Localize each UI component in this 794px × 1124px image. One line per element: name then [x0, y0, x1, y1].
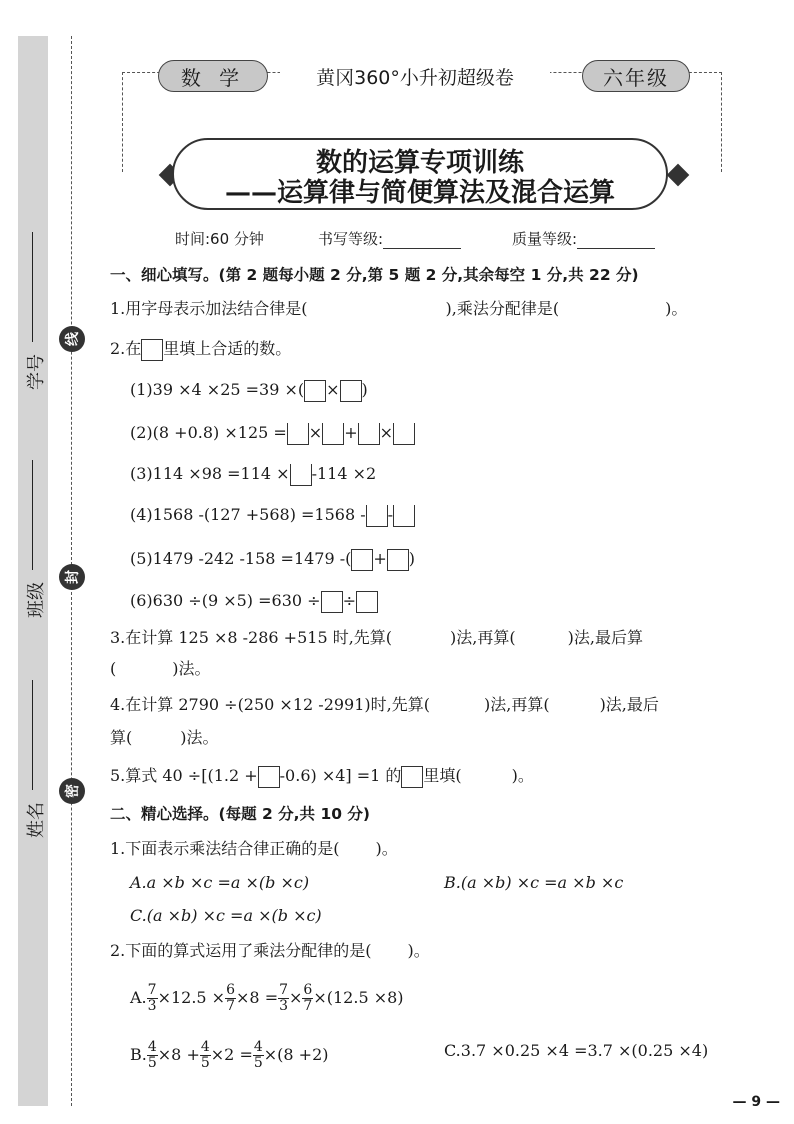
binding-margin: [18, 36, 48, 1106]
answer-box[interactable]: [387, 549, 409, 571]
grade-pill: 六年级: [582, 60, 690, 92]
section2-heading: 二、精心选择。(每题 2 分,共 10 分): [110, 805, 370, 823]
student-id-label: 学号: [26, 354, 47, 390]
fraction: $\frac{6}{7}$: [303, 982, 313, 1014]
seal-feng: 封: [59, 564, 85, 590]
fraction: $\frac{4}{5}$: [200, 1039, 210, 1071]
question-1-2-4: (4)1568 -(127 +568) =1568 - -: [130, 504, 415, 527]
answer-box[interactable]: [356, 591, 378, 613]
choice-2-1-c[interactable]: C.(a ×b) ×c =a ×(b ×c): [130, 906, 322, 925]
question-1-2: 2.在 里填上合适的数。: [110, 338, 291, 361]
fraction: $\frac{7}{3}$: [147, 982, 157, 1014]
answer-box[interactable]: [287, 423, 309, 445]
fraction: $\frac{4}{5}$: [253, 1039, 263, 1071]
fraction: $\frac{4}{5}$: [147, 1039, 157, 1071]
answer-box[interactable]: [401, 766, 423, 788]
choice-2-2-a[interactable]: A. $\frac{7}{3}$ ×12.5 × $\frac{6}{7}$ ×8 = $\frac{7}{3}$ × $\frac{6}{7}$ ×(12.5 ×8): [130, 982, 404, 1014]
answer-box[interactable]: [351, 549, 373, 571]
subject-pill: 数 学: [158, 60, 268, 92]
class-label: 班级: [26, 582, 47, 618]
question-1-3-cont: ( )法。: [110, 659, 211, 678]
title-line-2: ——运算律与简便算法及混合运算: [224, 178, 615, 208]
question-1-5: 5.算式 40 ÷[(1.2 + -0.6) ×4] =1 的 里填( )。: [110, 765, 534, 788]
question-1-2-6: (6)630 ÷(9 ×5) =630 ÷ ÷: [130, 590, 378, 613]
question-2-2: 2.下面的算式运用了乘法分配律的是( )。: [110, 941, 430, 960]
time-limit: 时间:60 分钟: [175, 230, 264, 248]
section1-heading: 一、细心填写。(第 2 题每小题 2 分,第 5 题 2 分,其余每空 1 分,共 22 分): [110, 266, 639, 284]
answer-box[interactable]: [358, 423, 380, 445]
answer-box[interactable]: [322, 423, 344, 445]
seal-xian: 线: [59, 326, 85, 352]
answer-box[interactable]: [393, 423, 415, 445]
choice-2-2-c[interactable]: C.3.7 ×0.25 ×4 =3.7 ×(0.25 ×4): [444, 1041, 709, 1060]
question-1-3: 3.在计算 125 ×8 -286 +515 时,先算( )法,再算( )法,最后算: [110, 628, 643, 647]
name-label: 姓名: [26, 802, 47, 838]
writing-grade: 书写等级:: [318, 228, 461, 249]
seal-mi: 密: [59, 778, 85, 804]
choice-2-2-b[interactable]: B. $\frac{4}{5}$ ×8 + $\frac{4}{5}$ ×2 = $\frac{4}{5}$ ×(8 +2): [130, 1039, 329, 1071]
choice-2-1-b[interactable]: B.(a ×b) ×c =a ×b ×c: [444, 873, 624, 892]
fraction: $\frac{7}{3}$: [279, 982, 289, 1014]
answer-box[interactable]: [304, 380, 326, 402]
page-number: — 9 —: [732, 1094, 780, 1110]
answer-box[interactable]: [141, 339, 163, 361]
name-line: [32, 680, 33, 790]
question-1-2-3: (3)114 ×98 =114 × -114 ×2: [130, 463, 376, 486]
fraction: $\frac{6}{7}$: [226, 982, 236, 1014]
question-1-2-2: (2)(8 +0.8) ×125 = × + ×: [130, 422, 415, 445]
series-title: 黄冈360°小升初超级卷: [280, 60, 550, 92]
question-1-2-5: (5)1479 -242 -158 =1479 -( + ): [130, 548, 415, 571]
question-1-4-cont: 算( )法。: [110, 728, 219, 747]
question-1-2-1: (1)39 ×4 ×25 =39 ×( × ): [130, 379, 368, 402]
student-id-line: [32, 232, 33, 342]
class-line: [32, 460, 33, 570]
answer-box[interactable]: [258, 766, 280, 788]
quality-grade: 质量等级:: [512, 228, 655, 249]
question-1-4: 4.在计算 2790 ÷(250 ×12 -2991)时,先算( )法,再算( )法,最后: [110, 695, 659, 714]
choice-2-1-a[interactable]: A.a ×b ×c =a ×(b ×c): [130, 873, 310, 892]
title-line-1: 数的运算专项训练: [315, 148, 524, 178]
question-2-1: 1.下面表示乘法结合律正确的是( )。: [110, 839, 398, 858]
answer-box[interactable]: [366, 505, 388, 527]
answer-box[interactable]: [393, 505, 415, 527]
answer-box[interactable]: [290, 464, 312, 486]
answer-box[interactable]: [340, 380, 362, 402]
question-1-1: 1.用字母表示加法结合律是( ),乘法分配律是( )。: [110, 299, 688, 318]
answer-box[interactable]: [321, 591, 343, 613]
